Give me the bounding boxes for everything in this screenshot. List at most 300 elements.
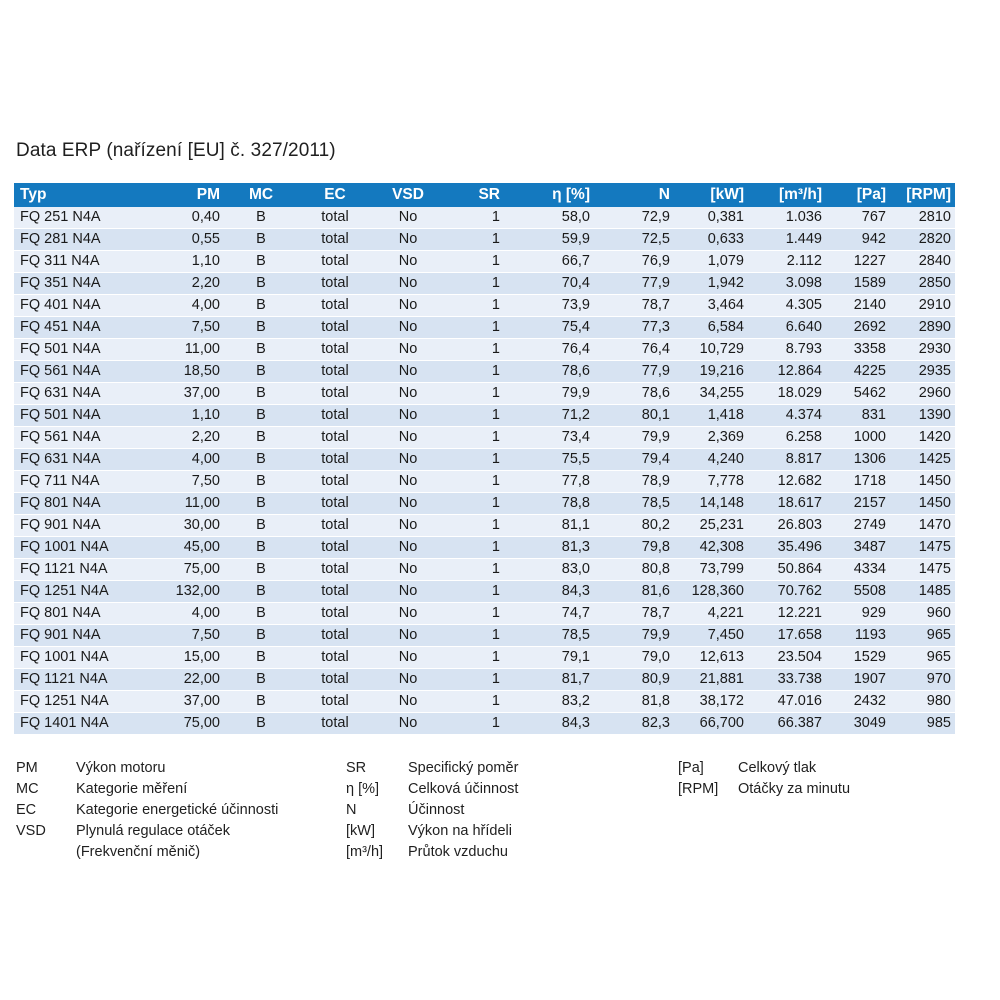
cell-rpm: 2820 xyxy=(890,229,955,251)
cell-eta: 81,7 xyxy=(514,669,594,691)
cell-n: 81,6 xyxy=(594,581,674,603)
cell-m3h: 12.682 xyxy=(748,471,826,493)
cell-pm: 2,20 xyxy=(130,273,224,295)
cell-typ: FQ 401 N4A xyxy=(14,295,130,317)
cell-m3h: 8.817 xyxy=(748,449,826,471)
cell-sr: 1 xyxy=(444,647,514,669)
table-row xyxy=(14,251,955,273)
legend-abbr: [Pa] xyxy=(678,760,704,776)
cell-kw: 42,308 xyxy=(674,537,748,559)
cell-mc: B xyxy=(224,295,298,317)
cell-ec: total xyxy=(298,317,372,339)
table-row xyxy=(14,515,955,537)
cell-typ: FQ 1251 N4A xyxy=(14,581,130,603)
cell-sr: 1 xyxy=(444,515,514,537)
cell-mc: B xyxy=(224,515,298,537)
table-row xyxy=(14,691,955,713)
cell-pa: 5508 xyxy=(826,581,890,603)
table-row xyxy=(14,603,955,625)
cell-pm: 11,00 xyxy=(130,493,224,515)
table-row xyxy=(14,339,955,361)
cell-rpm: 2930 xyxy=(890,339,955,361)
cell-kw: 19,216 xyxy=(674,361,748,383)
cell-mc: B xyxy=(224,581,298,603)
cell-eta: 79,1 xyxy=(514,647,594,669)
cell-rpm: 1485 xyxy=(890,581,955,603)
legend-desc: Výkon motoru xyxy=(76,760,166,776)
cell-vsd: No xyxy=(372,383,444,405)
cell-ec: total xyxy=(298,581,372,603)
cell-kw: 7,778 xyxy=(674,471,748,493)
cell-n: 77,9 xyxy=(594,273,674,295)
cell-eta: 58,0 xyxy=(514,207,594,229)
cell-pa: 767 xyxy=(826,207,890,229)
cell-ec: total xyxy=(298,515,372,537)
table-body xyxy=(14,207,955,735)
col-header-typ: Typ xyxy=(14,183,130,207)
cell-mc: B xyxy=(224,207,298,229)
cell-eta: 84,3 xyxy=(514,713,594,735)
cell-m3h: 50.864 xyxy=(748,559,826,581)
cell-mc: B xyxy=(224,383,298,405)
cell-vsd: No xyxy=(372,625,444,647)
col-header-kw: [kW] xyxy=(674,183,748,207)
cell-kw: 66,700 xyxy=(674,713,748,735)
cell-n: 78,6 xyxy=(594,383,674,405)
cell-eta: 83,0 xyxy=(514,559,594,581)
cell-kw: 38,172 xyxy=(674,691,748,713)
cell-kw: 4,240 xyxy=(674,449,748,471)
cell-rpm: 1420 xyxy=(890,427,955,449)
cell-vsd: No xyxy=(372,537,444,559)
cell-n: 80,1 xyxy=(594,405,674,427)
cell-ec: total xyxy=(298,691,372,713)
cell-n: 80,8 xyxy=(594,559,674,581)
cell-vsd: No xyxy=(372,449,444,471)
cell-kw: 2,369 xyxy=(674,427,748,449)
cell-eta: 70,4 xyxy=(514,273,594,295)
cell-vsd: No xyxy=(372,647,444,669)
cell-kw: 6,584 xyxy=(674,317,748,339)
cell-ec: total xyxy=(298,207,372,229)
cell-pm: 132,00 xyxy=(130,581,224,603)
table-row xyxy=(14,625,955,647)
cell-pa: 5462 xyxy=(826,383,890,405)
table-row xyxy=(14,295,955,317)
table-row xyxy=(14,581,955,603)
cell-pm: 37,00 xyxy=(130,383,224,405)
cell-sr: 1 xyxy=(444,207,514,229)
cell-kw: 1,079 xyxy=(674,251,748,273)
cell-vsd: No xyxy=(372,339,444,361)
legend-desc: Průtok vzduchu xyxy=(408,844,508,860)
cell-rpm: 985 xyxy=(890,713,955,735)
legend-desc: Účinnost xyxy=(408,802,465,818)
legend-abbr: SR xyxy=(346,760,367,776)
legend-abbr: [RPM] xyxy=(678,781,719,797)
cell-pa: 4334 xyxy=(826,559,890,581)
cell-vsd: No xyxy=(372,273,444,295)
cell-mc: B xyxy=(224,537,298,559)
cell-rpm: 1475 xyxy=(890,559,955,581)
cell-typ: FQ 631 N4A xyxy=(14,383,130,405)
cell-pa: 1589 xyxy=(826,273,890,295)
cell-sr: 1 xyxy=(444,295,514,317)
cell-vsd: No xyxy=(372,559,444,581)
col-header-ec: EC xyxy=(298,183,372,207)
cell-kw: 3,464 xyxy=(674,295,748,317)
cell-ec: total xyxy=(298,603,372,625)
cell-typ: FQ 1121 N4A xyxy=(14,669,130,691)
cell-m3h: 35.496 xyxy=(748,537,826,559)
cell-ec: total xyxy=(298,471,372,493)
cell-kw: 0,633 xyxy=(674,229,748,251)
cell-typ: FQ 901 N4A xyxy=(14,515,130,537)
cell-typ: FQ 311 N4A xyxy=(14,251,130,273)
cell-pa: 2692 xyxy=(826,317,890,339)
cell-typ: FQ 1121 N4A xyxy=(14,559,130,581)
cell-m3h: 17.658 xyxy=(748,625,826,647)
cell-sr: 1 xyxy=(444,449,514,471)
cell-eta: 84,3 xyxy=(514,581,594,603)
cell-rpm: 1475 xyxy=(890,537,955,559)
legend-desc: Kategorie měření xyxy=(76,781,188,797)
cell-typ: FQ 561 N4A xyxy=(14,361,130,383)
cell-vsd: No xyxy=(372,295,444,317)
cell-vsd: No xyxy=(372,603,444,625)
cell-eta: 66,7 xyxy=(514,251,594,273)
col-header-rpm: [RPM] xyxy=(890,183,955,207)
cell-kw: 7,450 xyxy=(674,625,748,647)
cell-n: 79,9 xyxy=(594,625,674,647)
cell-sr: 1 xyxy=(444,581,514,603)
cell-vsd: No xyxy=(372,691,444,713)
cell-sr: 1 xyxy=(444,383,514,405)
cell-pa: 831 xyxy=(826,405,890,427)
col-header-mc: MC xyxy=(224,183,298,207)
cell-vsd: No xyxy=(372,713,444,735)
cell-sr: 1 xyxy=(444,713,514,735)
cell-pm: 7,50 xyxy=(130,625,224,647)
cell-rpm: 1470 xyxy=(890,515,955,537)
table-row xyxy=(14,493,955,515)
cell-rpm: 965 xyxy=(890,625,955,647)
cell-pm: 45,00 xyxy=(130,537,224,559)
cell-typ: FQ 1001 N4A xyxy=(14,537,130,559)
cell-pm: 0,55 xyxy=(130,229,224,251)
cell-eta: 77,8 xyxy=(514,471,594,493)
cell-pa: 1193 xyxy=(826,625,890,647)
cell-n: 76,4 xyxy=(594,339,674,361)
cell-rpm: 980 xyxy=(890,691,955,713)
cell-m3h: 2.112 xyxy=(748,251,826,273)
cell-ec: total xyxy=(298,493,372,515)
cell-pm: 7,50 xyxy=(130,471,224,493)
cell-mc: B xyxy=(224,273,298,295)
cell-eta: 59,9 xyxy=(514,229,594,251)
cell-eta: 76,4 xyxy=(514,339,594,361)
cell-sr: 1 xyxy=(444,559,514,581)
legend-desc: Celková účinnost xyxy=(408,781,519,797)
cell-m3h: 6.640 xyxy=(748,317,826,339)
cell-m3h: 1.449 xyxy=(748,229,826,251)
cell-sr: 1 xyxy=(444,603,514,625)
cell-rpm: 1450 xyxy=(890,471,955,493)
cell-sr: 1 xyxy=(444,669,514,691)
cell-rpm: 1450 xyxy=(890,493,955,515)
cell-ec: total xyxy=(298,559,372,581)
cell-m3h: 23.504 xyxy=(748,647,826,669)
cell-pm: 7,50 xyxy=(130,317,224,339)
cell-kw: 0,381 xyxy=(674,207,748,229)
legend-abbr: N xyxy=(346,802,357,818)
cell-m3h: 8.793 xyxy=(748,339,826,361)
cell-typ: FQ 801 N4A xyxy=(14,493,130,515)
cell-n: 81,8 xyxy=(594,691,674,713)
cell-kw: 4,221 xyxy=(674,603,748,625)
cell-pm: 75,00 xyxy=(130,559,224,581)
legend-desc: Otáčky za minutu xyxy=(738,781,851,797)
erp-data-table xyxy=(14,183,955,735)
cell-vsd: No xyxy=(372,405,444,427)
cell-m3h: 66.387 xyxy=(748,713,826,735)
cell-sr: 1 xyxy=(444,251,514,273)
cell-ec: total xyxy=(298,339,372,361)
col-header-m3h: [m³/h] xyxy=(748,183,826,207)
cell-mc: B xyxy=(224,559,298,581)
cell-kw: 1,942 xyxy=(674,273,748,295)
cell-sr: 1 xyxy=(444,427,514,449)
cell-vsd: No xyxy=(372,251,444,273)
cell-sr: 1 xyxy=(444,229,514,251)
cell-sr: 1 xyxy=(444,471,514,493)
cell-pm: 22,00 xyxy=(130,669,224,691)
cell-n: 80,2 xyxy=(594,515,674,537)
col-header-sr: SR xyxy=(444,183,514,207)
cell-pm: 4,00 xyxy=(130,449,224,471)
legend-desc: Plynulá regulace otáček xyxy=(76,823,230,839)
cell-typ: FQ 631 N4A xyxy=(14,449,130,471)
cell-ec: total xyxy=(298,669,372,691)
page-title: Data ERP (nařízení [EU] č. 327/2011) xyxy=(16,140,336,161)
cell-eta: 71,2 xyxy=(514,405,594,427)
cell-ec: total xyxy=(298,361,372,383)
table-row xyxy=(14,449,955,471)
cell-n: 80,9 xyxy=(594,669,674,691)
cell-mc: B xyxy=(224,691,298,713)
cell-eta: 79,9 xyxy=(514,383,594,405)
cell-vsd: No xyxy=(372,581,444,603)
cell-typ: FQ 281 N4A xyxy=(14,229,130,251)
cell-rpm: 2910 xyxy=(890,295,955,317)
cell-typ: FQ 561 N4A xyxy=(14,427,130,449)
cell-mc: B xyxy=(224,713,298,735)
cell-ec: total xyxy=(298,427,372,449)
cell-pm: 75,00 xyxy=(130,713,224,735)
cell-n: 79,4 xyxy=(594,449,674,471)
cell-pa: 1529 xyxy=(826,647,890,669)
cell-pm: 2,20 xyxy=(130,427,224,449)
cell-m3h: 18.617 xyxy=(748,493,826,515)
cell-mc: B xyxy=(224,427,298,449)
cell-m3h: 18.029 xyxy=(748,383,826,405)
cell-m3h: 33.738 xyxy=(748,669,826,691)
cell-mc: B xyxy=(224,603,298,625)
cell-mc: B xyxy=(224,229,298,251)
col-header-pm: PM xyxy=(130,183,224,207)
cell-kw: 128,360 xyxy=(674,581,748,603)
cell-sr: 1 xyxy=(444,361,514,383)
cell-pa: 2157 xyxy=(826,493,890,515)
cell-eta: 78,5 xyxy=(514,625,594,647)
cell-rpm: 2810 xyxy=(890,207,955,229)
table-row xyxy=(14,537,955,559)
cell-n: 72,9 xyxy=(594,207,674,229)
cell-ec: total xyxy=(298,273,372,295)
cell-rpm: 2840 xyxy=(890,251,955,273)
cell-ec: total xyxy=(298,383,372,405)
cell-ec: total xyxy=(298,251,372,273)
cell-m3h: 26.803 xyxy=(748,515,826,537)
cell-rpm: 2850 xyxy=(890,273,955,295)
cell-rpm: 970 xyxy=(890,669,955,691)
cell-pa: 4225 xyxy=(826,361,890,383)
cell-eta: 81,3 xyxy=(514,537,594,559)
cell-n: 79,0 xyxy=(594,647,674,669)
cell-n: 82,3 xyxy=(594,713,674,735)
table-row xyxy=(14,207,955,229)
col-header-vsd: VSD xyxy=(372,183,444,207)
cell-vsd: No xyxy=(372,229,444,251)
legend-desc: Výkon na hřídeli xyxy=(408,823,512,839)
cell-m3h: 1.036 xyxy=(748,207,826,229)
cell-pa: 3358 xyxy=(826,339,890,361)
cell-pa: 1000 xyxy=(826,427,890,449)
cell-pm: 30,00 xyxy=(130,515,224,537)
legend-desc: (Frekvenční měnič) xyxy=(76,844,201,860)
cell-m3h: 4.374 xyxy=(748,405,826,427)
legend-abbr: MC xyxy=(16,781,39,797)
cell-sr: 1 xyxy=(444,339,514,361)
cell-ec: total xyxy=(298,405,372,427)
cell-typ: FQ 501 N4A xyxy=(14,339,130,361)
cell-sr: 1 xyxy=(444,405,514,427)
cell-pa: 1718 xyxy=(826,471,890,493)
table-row xyxy=(14,471,955,493)
cell-ec: total xyxy=(298,537,372,559)
cell-rpm: 1425 xyxy=(890,449,955,471)
legend-abbr: EC xyxy=(16,802,37,818)
cell-vsd: No xyxy=(372,207,444,229)
legend-abbr: VSD xyxy=(16,823,46,839)
cell-kw: 14,148 xyxy=(674,493,748,515)
cell-kw: 10,729 xyxy=(674,339,748,361)
col-header-pa: [Pa] xyxy=(826,183,890,207)
cell-mc: B xyxy=(224,471,298,493)
cell-m3h: 4.305 xyxy=(748,295,826,317)
cell-pm: 4,00 xyxy=(130,603,224,625)
cell-m3h: 12.864 xyxy=(748,361,826,383)
cell-m3h: 12.221 xyxy=(748,603,826,625)
table-row xyxy=(14,229,955,251)
cell-n: 78,7 xyxy=(594,603,674,625)
cell-pa: 3487 xyxy=(826,537,890,559)
cell-typ: FQ 451 N4A xyxy=(14,317,130,339)
cell-pa: 1306 xyxy=(826,449,890,471)
cell-mc: B xyxy=(224,449,298,471)
cell-n: 78,9 xyxy=(594,471,674,493)
cell-pm: 18,50 xyxy=(130,361,224,383)
cell-pm: 0,40 xyxy=(130,207,224,229)
cell-mc: B xyxy=(224,647,298,669)
cell-pm: 4,00 xyxy=(130,295,224,317)
table-row xyxy=(14,647,955,669)
cell-eta: 74,7 xyxy=(514,603,594,625)
cell-typ: FQ 1401 N4A xyxy=(14,713,130,735)
cell-kw: 73,799 xyxy=(674,559,748,581)
cell-mc: B xyxy=(224,251,298,273)
cell-vsd: No xyxy=(372,493,444,515)
cell-kw: 1,418 xyxy=(674,405,748,427)
cell-n: 78,7 xyxy=(594,295,674,317)
cell-eta: 83,2 xyxy=(514,691,594,713)
cell-eta: 73,9 xyxy=(514,295,594,317)
cell-rpm: 2960 xyxy=(890,383,955,405)
cell-kw: 21,881 xyxy=(674,669,748,691)
cell-vsd: No xyxy=(372,669,444,691)
cell-rpm: 960 xyxy=(890,603,955,625)
cell-ec: total xyxy=(298,449,372,471)
cell-m3h: 6.258 xyxy=(748,427,826,449)
cell-eta: 75,4 xyxy=(514,317,594,339)
cell-sr: 1 xyxy=(444,625,514,647)
cell-n: 77,9 xyxy=(594,361,674,383)
table-row xyxy=(14,427,955,449)
cell-sr: 1 xyxy=(444,317,514,339)
cell-pm: 1,10 xyxy=(130,251,224,273)
cell-mc: B xyxy=(224,317,298,339)
cell-eta: 78,8 xyxy=(514,493,594,515)
cell-eta: 73,4 xyxy=(514,427,594,449)
col-header-eta: η [%] xyxy=(514,183,594,207)
cell-pa: 942 xyxy=(826,229,890,251)
cell-sr: 1 xyxy=(444,537,514,559)
cell-rpm: 1390 xyxy=(890,405,955,427)
table-row xyxy=(14,669,955,691)
cell-n: 76,9 xyxy=(594,251,674,273)
cell-pa: 2749 xyxy=(826,515,890,537)
cell-typ: FQ 251 N4A xyxy=(14,207,130,229)
cell-pm: 11,00 xyxy=(130,339,224,361)
cell-mc: B xyxy=(224,339,298,361)
cell-eta: 81,1 xyxy=(514,515,594,537)
table-header-row xyxy=(14,183,955,207)
cell-typ: FQ 901 N4A xyxy=(14,625,130,647)
table-row xyxy=(14,273,955,295)
cell-kw: 34,255 xyxy=(674,383,748,405)
cell-pa: 2432 xyxy=(826,691,890,713)
cell-typ: FQ 801 N4A xyxy=(14,603,130,625)
cell-pm: 1,10 xyxy=(130,405,224,427)
cell-sr: 1 xyxy=(444,273,514,295)
cell-sr: 1 xyxy=(444,691,514,713)
cell-m3h: 70.762 xyxy=(748,581,826,603)
cell-pa: 2140 xyxy=(826,295,890,317)
cell-vsd: No xyxy=(372,361,444,383)
cell-n: 79,9 xyxy=(594,427,674,449)
cell-ec: total xyxy=(298,713,372,735)
cell-ec: total xyxy=(298,295,372,317)
